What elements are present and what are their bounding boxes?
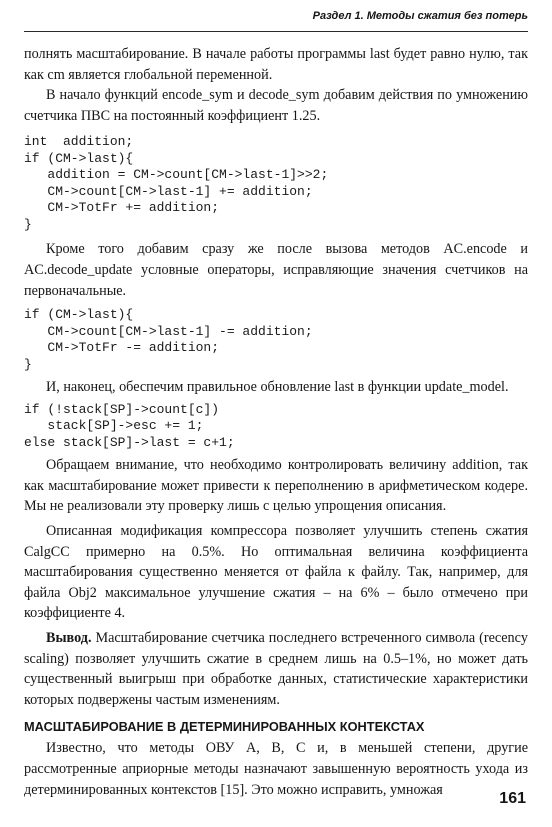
paragraph-update-model: И, наконец, обеспечим правильное обновление last в функции update_model. [46, 379, 509, 396]
conclusion-text: Масштабирование счетчика последнего встреченного символа (recency scaling) позволяет улучшить сжатие в среднем лишь на 0.5–1%, но может дать существенный выигрыш при обработке данных, статистические характеристики которых подвержены частым изменениям. [24, 630, 529, 708]
paragraph-modification-results: Описанная модификация компрессора позволяет улучшить степень сжатия CalgCC примерно на 0.5%. Но оптимальная величина коэффициента масштабирования существенно меняется от файла к файлу. Так, например, для файла Obj2 максимальное улучшение сжатия – на 6% – было отмечено при коэффициенте 4. [24, 523, 528, 622]
paragraph-conclusion [24, 628, 528, 710]
paragraph-encode-decode: В начало функций encode_sym и decode_sym добавим действия по умножению счетчика ПВС на постоянный коэффициент 1.25. [24, 87, 528, 124]
header-rule [24, 31, 528, 32]
paragraph-deterministic-contexts: Известно, что методы ОВУ A, B, C и, в меньшей степени, другие рассмотренные априорные методы назначают завышенную вероятность ухода из детерминированных контекстов [15]. Это можно исправить, умножая [24, 740, 528, 798]
code-block-addition: int addition; if (CM->last){ addition = CM->count[CM->last-1]>>2; CM->count[CM->last-1] += addition; CM->TotFr += addition; } [24, 134, 329, 232]
code-block-update-last: if (!stack[SP]->count[c]) stack[SP]->esc += 1; else stack[SP]->last = c+1; [24, 401, 235, 450]
paragraph-conditional-operators: Кроме того добавим сразу же после вызова методов AC.encode и AC.decode_update условные операторы, исправляющие значения счетчиков на первоначальные. [24, 241, 528, 299]
page-content [24, 44, 528, 800]
section-heading: МАСШТАБИРОВАНИЕ В ДЕТЕРМИНИРОВАННЫХ КОНТЕКСТАХ [24, 719, 425, 735]
paragraph-continuation: полнять масштабирование. В начале работы программы last будет равно нулю, так как cm является глобальной переменной. [24, 46, 528, 83]
code-block-restore: if (CM->last){ CM->count[CM->last-1] -= addition; CM->TotFr -= addition; } [24, 307, 313, 372]
paragraph-overflow-note: Обращаем внимание, что необходимо контролировать величину addition, так как масштабирование может привести к переполнению в арифметическом кодере. Мы не реализовали эту проверку лишь с целью упрощения описания. [24, 457, 528, 515]
page-number: 161 [499, 790, 526, 807]
running-header: Раздел 1. Методы сжатия без потерь [312, 10, 528, 22]
conclusion-label: Вывод. [46, 630, 92, 646]
